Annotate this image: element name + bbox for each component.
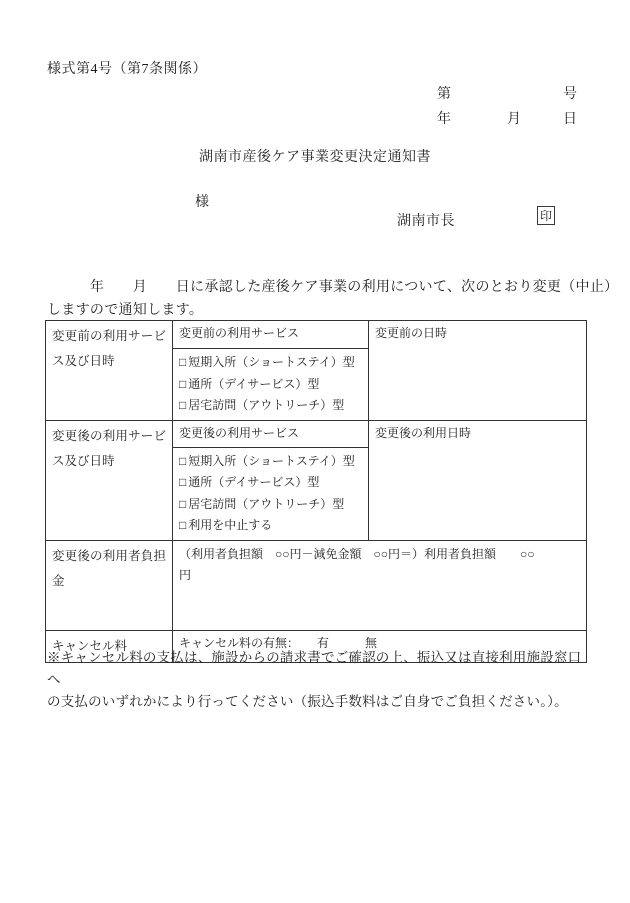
service-option	[179, 494, 362, 516]
checkbox-icon: □	[179, 475, 187, 489]
footnote-line-2: の支払のいずれかにより行ってください（振込手数料はご自身でご負担ください。）。	[47, 694, 568, 709]
checkbox-icon: □	[179, 355, 187, 369]
before-datetime-cell: 変更前の日時	[369, 321, 587, 421]
document-title: 湖南市産後ケア事業変更決定通知書	[199, 150, 431, 165]
service-option-label: 短期入所（ショートステイ）型	[188, 355, 355, 369]
after-datetime-cell: 変更後の利用日時	[369, 420, 587, 540]
before-section-label: 変更前の利用サービス及び日時	[46, 321, 173, 421]
cancel-fee-value-cell: キャンセル料の有無： 有 無	[173, 630, 587, 662]
checkbox-icon: □	[179, 518, 187, 532]
service-option	[179, 515, 362, 537]
service-option	[179, 374, 362, 396]
service-option	[179, 395, 362, 417]
form-number: 様式第4号（第7条関係）	[47, 62, 207, 77]
checkbox-icon: □	[179, 376, 187, 391]
after-service-options	[173, 447, 369, 540]
checkbox-icon: □	[179, 398, 187, 412]
service-option-label: 居宅訪問（アウトリーチ）型	[188, 398, 345, 412]
service-option-label: 利用を中止する	[188, 518, 273, 532]
after-service-header: 変更後の利用サービス	[173, 420, 369, 447]
document-number-line: 第 号	[437, 87, 577, 102]
cancel-fee-label: キャンセル料	[46, 630, 173, 662]
addressee-suffix: 様	[195, 195, 209, 210]
service-option-label: 短期入所（ショートステイ）型	[188, 453, 355, 468]
before-service-options	[173, 349, 369, 421]
service-option-label: 通所（デイサービス）型	[188, 475, 320, 489]
burden-value-line-2: 円	[179, 567, 192, 582]
body-paragraph	[47, 277, 618, 322]
burden-value-cell	[173, 540, 587, 630]
seal-stamp-icon: 印	[537, 206, 555, 225]
footnote-line-1: ※キャンセル料の支払は、施設からの請求書でご確認の上、振込又は直接利用施設窓口へ	[47, 650, 582, 687]
service-option	[179, 352, 362, 374]
after-section-label: 変更後の利用サービス及び日時	[46, 420, 173, 540]
change-details-table	[45, 320, 587, 663]
body-line-2: しますので通知します。	[47, 302, 204, 318]
service-option-label: 居宅訪問（アウトリーチ）型	[188, 496, 345, 511]
checkbox-icon: □	[179, 453, 187, 468]
burden-value-line-1: （利用者負担額 ○○円－減免金額 ○○円＝）利用者負担額 ○○	[179, 546, 535, 561]
service-option	[179, 472, 362, 494]
body-line-1: 年 月 日に承認した産後ケア事業の利用について、次のとおり変更（中止）	[47, 280, 619, 295]
checkbox-icon: □	[179, 496, 187, 511]
before-service-header: 変更前の利用サービス	[173, 321, 369, 349]
service-option	[179, 451, 362, 473]
service-option-label: 通所（デイサービス）型	[188, 376, 320, 391]
issue-date-line: 年 月 日	[437, 112, 577, 127]
footnote	[47, 647, 587, 713]
issuer-name: 湖南市長	[397, 214, 455, 229]
burden-section-label: 変更後の利用者負担金	[46, 540, 173, 630]
